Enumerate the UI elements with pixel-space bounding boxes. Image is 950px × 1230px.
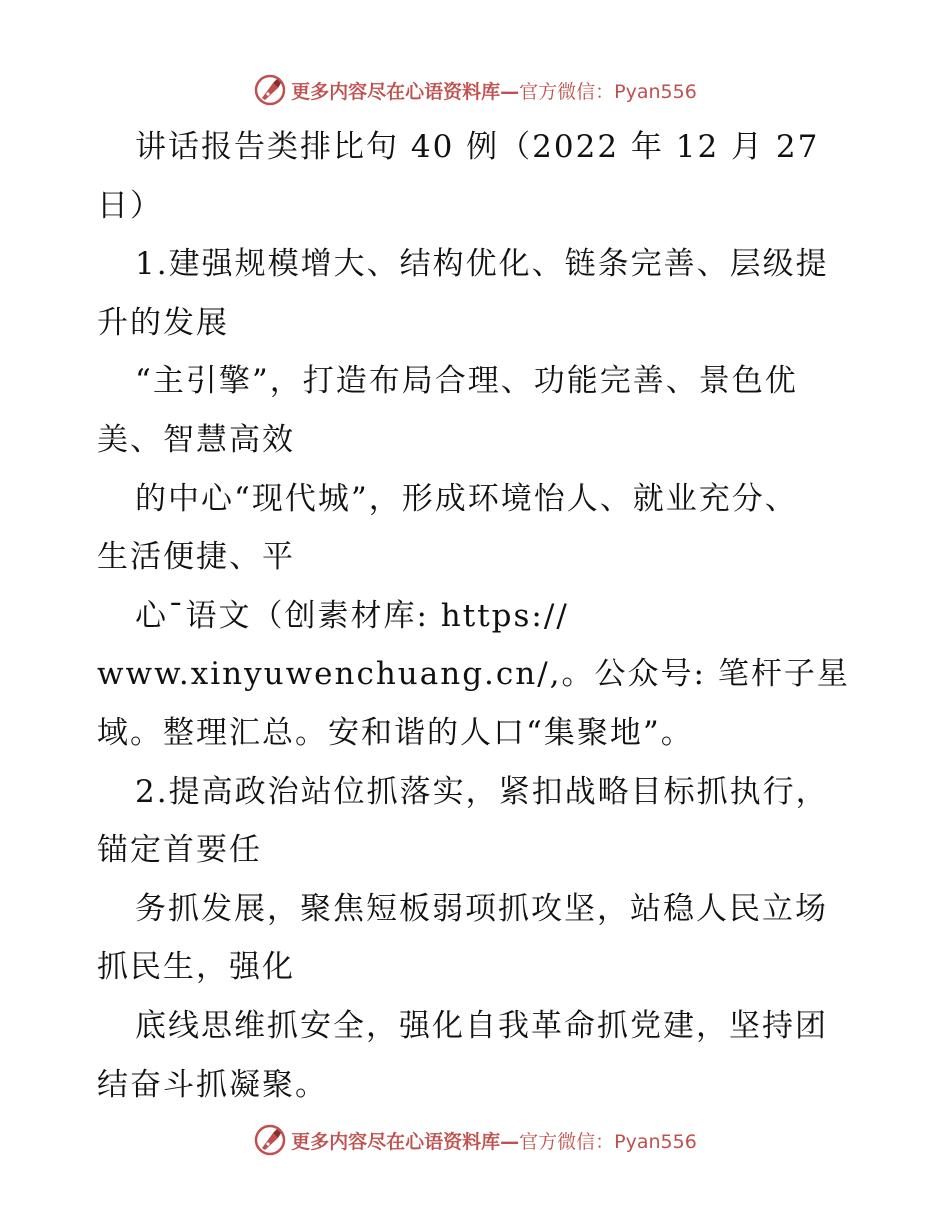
text-line: 务抓发展，聚焦短板弱项抓攻坚，站稳人民立场 — [135, 890, 828, 927]
text-line: 生活便捷、平 — [97, 539, 295, 576]
text-line: “主引擎”，打造布局合理、功能完善、景色优 — [135, 363, 798, 400]
text-line: 底线思维抓安全，强化自我革命抓党建，坚持团 — [135, 1007, 828, 1044]
banner-text: 更多内容尽在心语资料库—官方微信：Pyan556 — [291, 1130, 697, 1153]
banner-text: 更多内容尽在心语资料库—官方微信：Pyan556 — [291, 80, 697, 103]
footer-banner — [0, 1120, 950, 1160]
text-line: www.xinyuwenchuang.cn/,。公众号: 笔杆子星 — [97, 656, 850, 693]
text-line: 结奋斗抓凝聚。 — [97, 1066, 328, 1103]
text-line: 日） — [97, 187, 163, 224]
text-line: 2.提高政治站位抓落实，紧扣战略目标抓执行， — [135, 773, 829, 810]
document-body — [97, 118, 857, 1114]
text-line: 1.建强规模增大、结构优化、链条完善、层级提 — [135, 246, 829, 283]
document-title: 讲话报告类排比句 40 例（2022 年 12 月 27 — [135, 129, 820, 165]
text-line: 升的发展 — [97, 304, 229, 341]
text-line: 的中心“现代城”，形成环境怡人、就业充分、 — [135, 480, 798, 517]
pen-nib-logo-icon — [253, 1123, 287, 1157]
text-line: 美、智慧高效 — [97, 421, 295, 458]
text-line: 抓民生，强化 — [97, 949, 295, 986]
text-line: 锚定首要任 — [97, 832, 262, 869]
header-banner — [0, 70, 950, 110]
text-line: 心¯语文（创素材库: https:// — [135, 597, 569, 634]
text-line: 域。整理汇总。安和谐的人口“集聚地”。 — [97, 714, 694, 751]
pen-nib-logo-icon — [253, 73, 287, 107]
